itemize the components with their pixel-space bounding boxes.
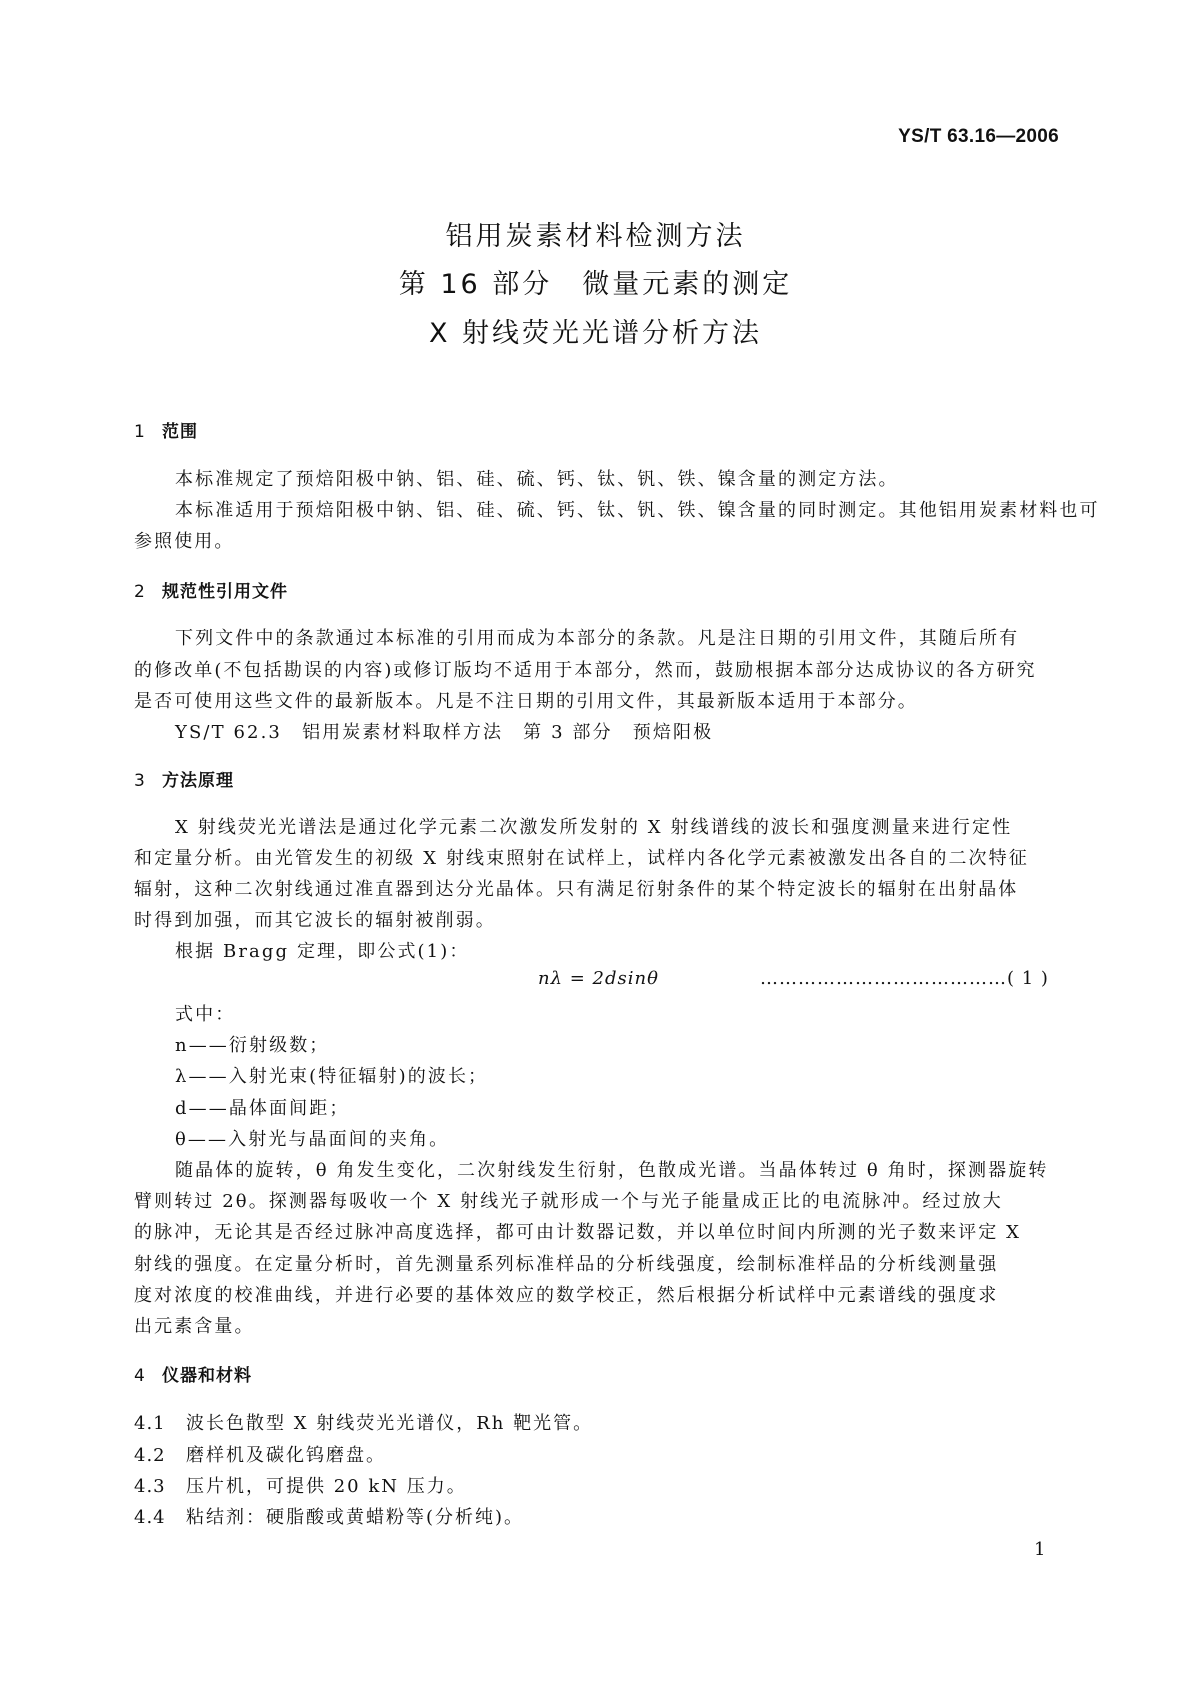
item-number: 4.1 xyxy=(134,1413,166,1434)
paragraph-line: 度对浓度的校准曲线，并进行必要的基体效应的数学校正，然后根据分析试样中元素谱线的强度求 xyxy=(134,1285,999,1306)
paragraph-line: 参照使用。 xyxy=(134,531,235,552)
paragraph-line: 的修改单(不包括勘误的内容)或修订版均不适用于本部分，然而，鼓励根据本部分达成协议的各方研究 xyxy=(134,660,1037,681)
list-item xyxy=(134,1503,524,1529)
variable-definition: λ——入射光束(特征辐射)的波长； xyxy=(175,1066,489,1087)
section-title: 方法原理 xyxy=(162,771,234,791)
paragraph-line: 本标准适用于预焙阳极中钠、铝、硅、硫、钙、钛、钒、铁、镍含量的同时测定。其他铝用炭素材料也可 xyxy=(175,500,1100,521)
paragraph-line: 臂则转过 2θ。探测器每吸收一个 X 射线光子就形成一个与光子能量成正比的电流脉冲。经过放大 xyxy=(134,1191,1003,1212)
paragraph-line: 出元素含量。 xyxy=(134,1316,255,1337)
item-text: 磨样机及碳化钨磨盘。 xyxy=(186,1445,386,1466)
item-text: 压片机，可提供 20 kN 压力。 xyxy=(186,1476,467,1497)
paragraph-line: X 射线荧光光谱法是通过化学元素二次激发所发射的 X 射线谱线的波长和强度测量来进行定性 xyxy=(175,817,1013,838)
title-line-1: 铝用炭素材料检测方法 xyxy=(445,221,746,252)
where-label: 式中： xyxy=(175,1004,236,1025)
list-item xyxy=(134,1441,386,1467)
variable-definition: d——晶体面间距； xyxy=(175,1098,350,1119)
section-number: 1 xyxy=(134,422,146,442)
reference-line: YS/T 62.3 铝用炭素材料取样方法 第 3 部分 预焙阳极 xyxy=(175,722,714,743)
paragraph-line: 本标准规定了预焙阳极中钠、铝、硅、硫、钙、钛、钒、铁、镍含量的测定方法。 xyxy=(175,469,899,490)
paragraph-line: 射线的强度。在定量分析时，首先测量系列标准样品的分析线强度，绘制标准样品的分析线测量强 xyxy=(134,1254,999,1275)
paragraph-line: 和定量分析。由光管发生的初级 X 射线束照射在试样上，试样内各化学元素被激发出各自的二次特征 xyxy=(134,848,1029,869)
paragraph-line: 辐射，这种二次射线通过准直器到达分光晶体。只有满足衍射条件的某个特定波长的辐射在出射晶体 xyxy=(134,879,1019,900)
item-text: 粘结剂：硬脂酸或黄蜡粉等(分析纯)。 xyxy=(186,1507,525,1528)
paragraph-line: 的脉冲，无论其是否经过脉冲高度选择，都可由计数器记数，并以单位时间内所测的光子数来评定 X xyxy=(134,1222,1022,1243)
item-text: 波长色散型 X 射线荧光光谱仪，Rh 靶光管。 xyxy=(186,1413,594,1434)
page-number: 1 xyxy=(1034,1539,1046,1560)
title-line-2: 第 16 部分 微量元素的测定 xyxy=(398,269,793,300)
paragraph-line: 根据 Bragg 定理，即公式(1)： xyxy=(175,941,470,962)
paragraph-line: 是否可使用这些文件的最新版本。凡是不注日期的引用文件，其最新版本适用于本部分。 xyxy=(134,691,918,712)
list-item xyxy=(134,1472,467,1498)
section-3-heading xyxy=(134,766,234,791)
section-title: 仪器和材料 xyxy=(162,1366,252,1386)
paragraph-line: 时得到加强，而其它波长的辐射被削弱。 xyxy=(134,910,496,931)
standard-code: YS/T 63.16—2006 xyxy=(898,126,1059,147)
section-number: 4 xyxy=(134,1366,146,1386)
item-number: 4.3 xyxy=(134,1476,166,1497)
variable-definition: n——衍射级数； xyxy=(175,1035,330,1056)
item-number: 4.2 xyxy=(134,1445,166,1466)
section-4-heading xyxy=(134,1361,252,1386)
title-line-3: X 射线荧光光谱分析方法 xyxy=(428,318,763,349)
section-number: 3 xyxy=(134,771,146,791)
section-2-heading xyxy=(134,577,288,602)
section-title: 范围 xyxy=(162,422,198,442)
item-number: 4.4 xyxy=(134,1507,166,1528)
equation: nλ = 2dsinθ xyxy=(538,968,659,989)
section-1-heading xyxy=(134,417,198,442)
list-item xyxy=(134,1409,593,1435)
paragraph-line: 下列文件中的条款通过本标准的引用而成为本部分的条款。凡是注日期的引用文件，其随后所有 xyxy=(175,628,1020,649)
section-title: 规范性引用文件 xyxy=(162,582,288,602)
equation-number: …………………………………( 1 ) xyxy=(760,968,1049,989)
paragraph-line: 随晶体的旋转，θ 角发生变化，二次射线发生衍射，色散成光谱。当晶体转过 θ 角时，探测器旋转 xyxy=(175,1160,1049,1181)
variable-definition: θ——入射光与晶面间的夹角。 xyxy=(175,1129,450,1150)
section-number: 2 xyxy=(134,582,146,602)
